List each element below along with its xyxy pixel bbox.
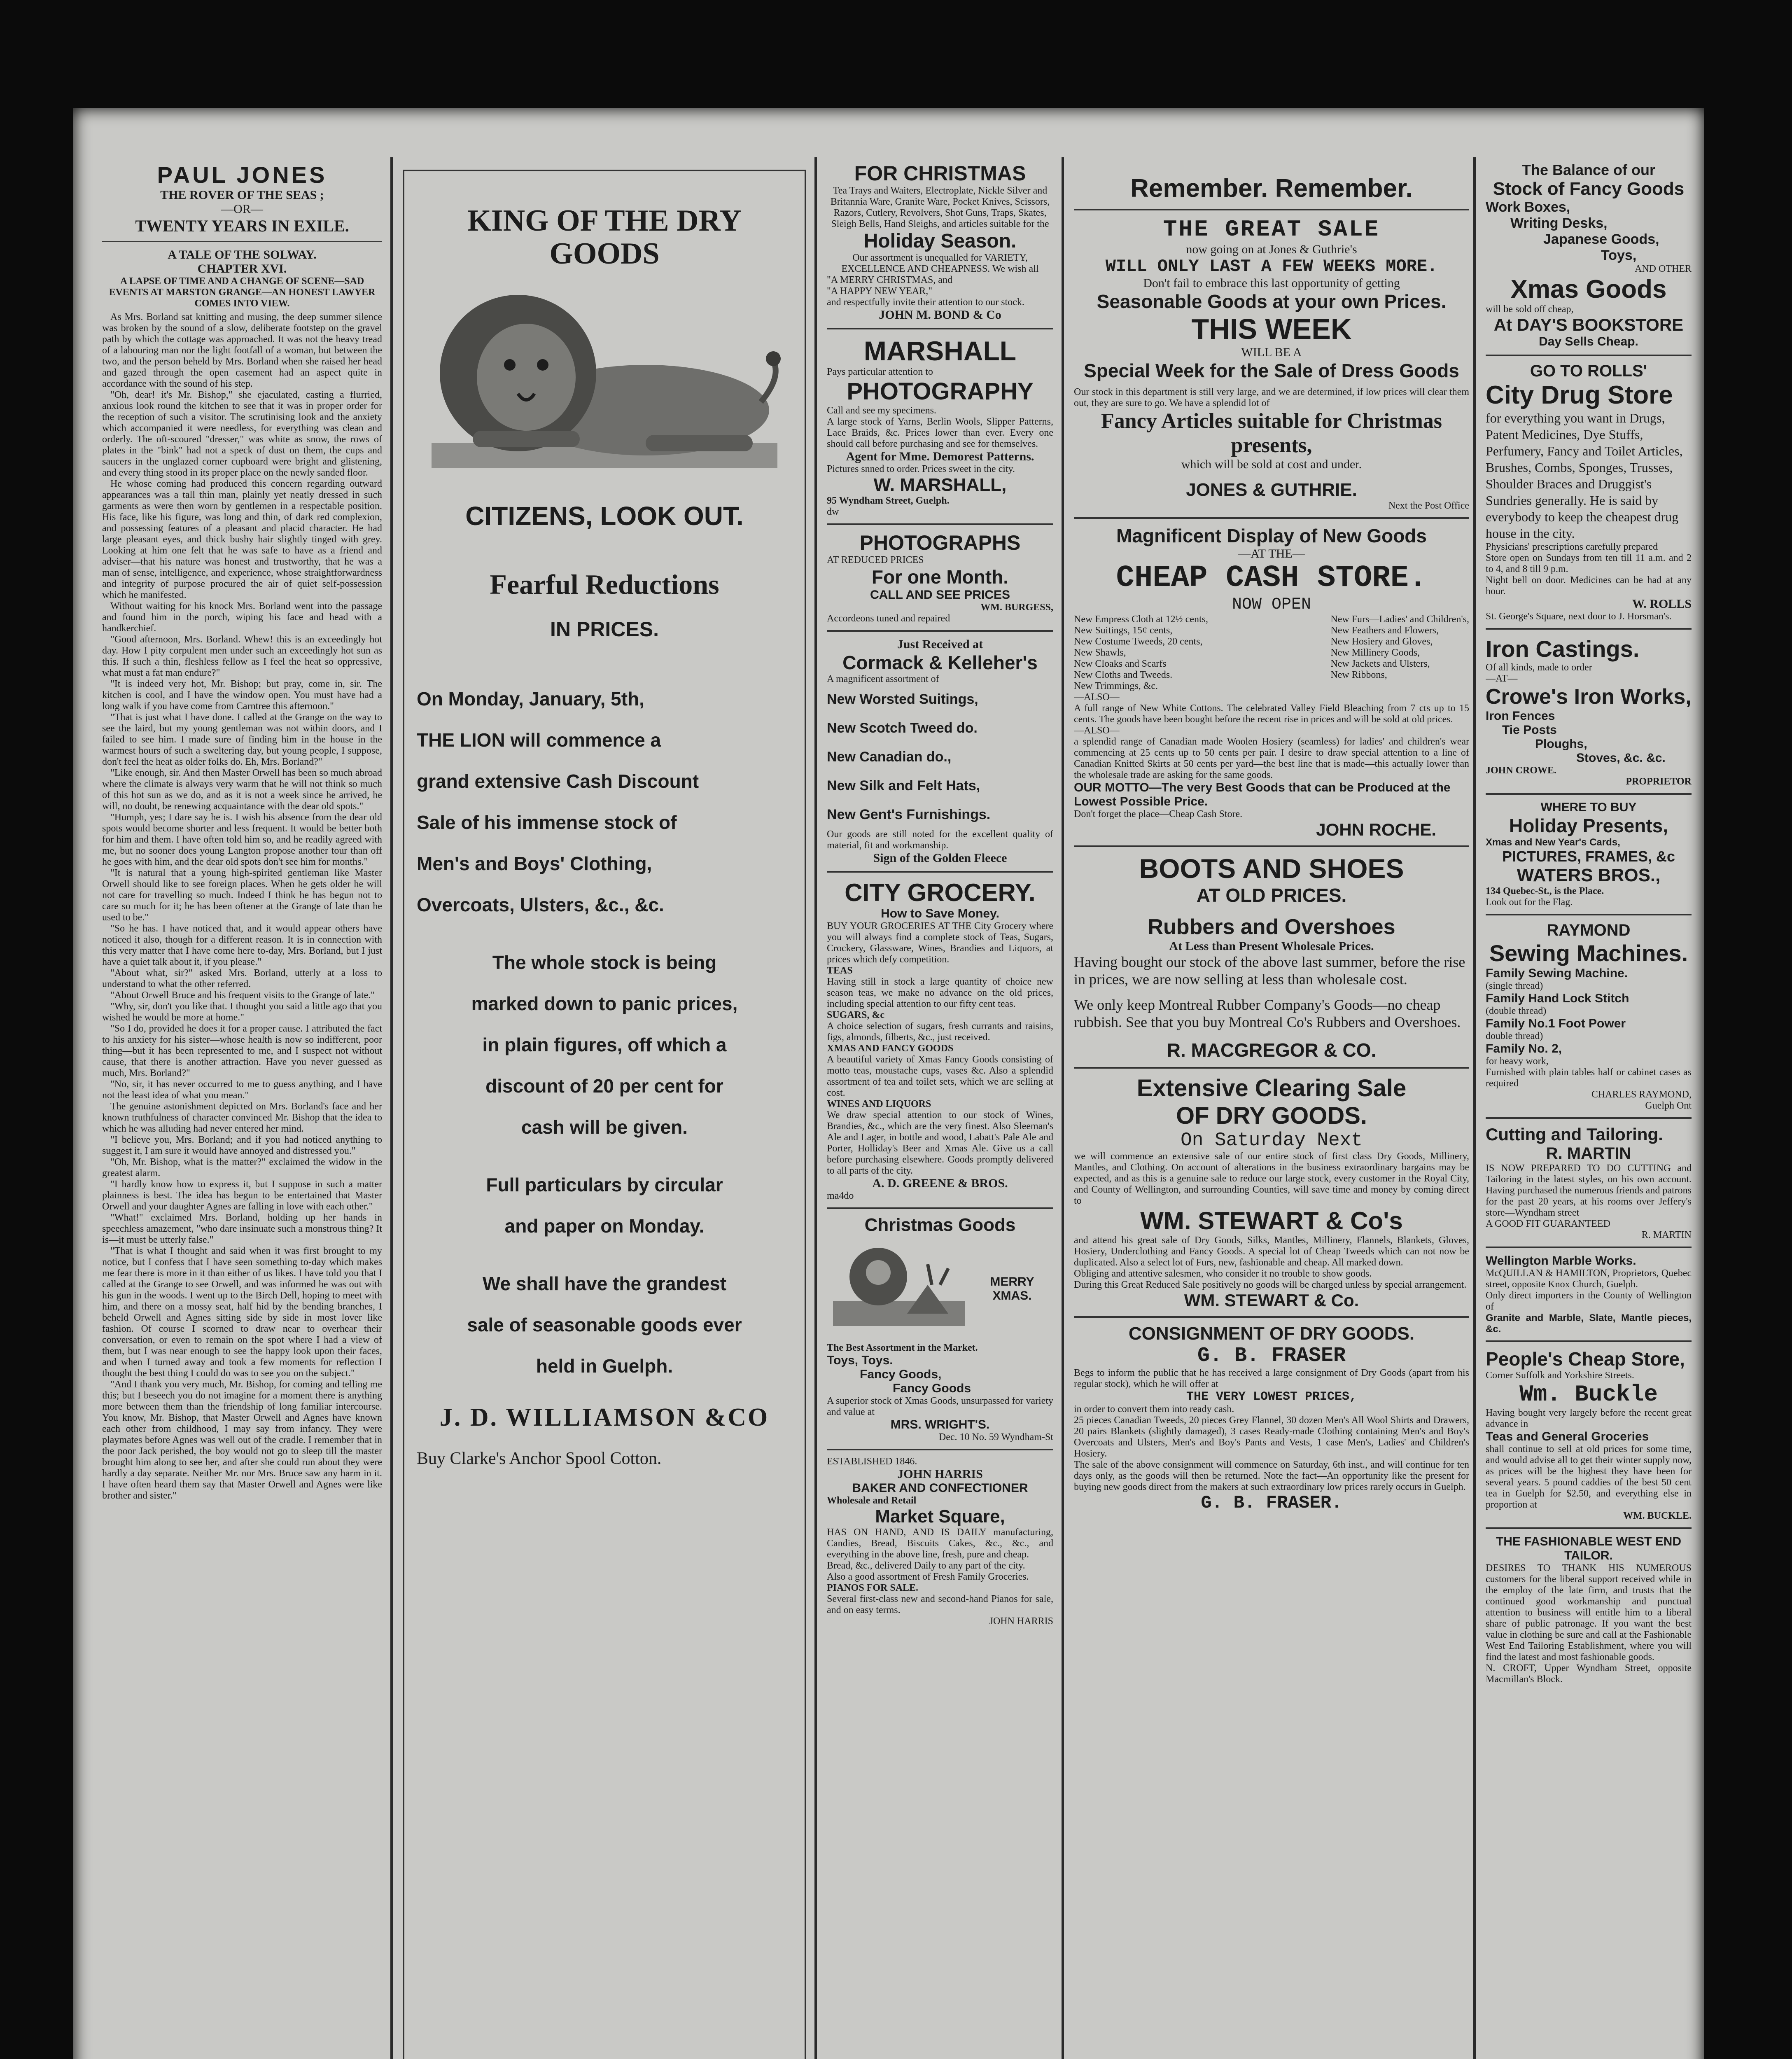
discount-line: in plain figures, off which a <box>482 1034 727 1055</box>
grandest-line: sale of seasonable goods ever <box>467 1314 742 1335</box>
announcement-line: On Monday, January, 5th, <box>417 688 644 710</box>
teas-groceries: Teas and General Groceries <box>1486 1430 1649 1443</box>
new-good-right: New Ribbons, <box>1330 670 1387 680</box>
divider <box>1486 793 1692 795</box>
story-paragraph: "Humph, yes; I dare say he is. I wish his absence from the dear old spots would become shorter and less frequent. It would be better both for him and them. I have often told him so, and he readily agreed with me, but no sooner does young Langton propose another tour than off he goes with him, and the dear old spots don't see him for months." <box>102 812 382 867</box>
how-to-save: How to Save Money. <box>881 907 999 920</box>
story-paragraph: "What!" exclaimed Mrs. Borland, holding up her hands in speechless amazement, "who dare insinuate such a monstrous thing? It is—it must be utterly false." <box>102 1212 382 1245</box>
divider <box>827 328 1053 329</box>
city-grocery-heading: CITY GROCERY. <box>845 879 1036 906</box>
announcement-line: Sale of his immense stock of <box>417 812 677 833</box>
ads-column-5 <box>1486 161 1692 2059</box>
divider <box>1074 517 1469 519</box>
next-post-office: Next the Post Office <box>1388 500 1469 511</box>
waters-bros: WATERS BROS., <box>1517 865 1661 885</box>
divider <box>1486 355 1692 356</box>
story-paragraph: "I hardly know how to express it, but I suppose in such a matter plainness is best. The idea has begun to be entertained that Master Orwell and your daughter Agnes are falling in love with each other." <box>102 1179 382 1212</box>
now-going-on: now going on at Jones & Guthrie's <box>1186 243 1357 256</box>
splendid-range: a splendid range of Canadian made Woolen Hosiery (seamless) for ladies' and children's wear commencing at 25 cents up to 50 cents per pair. I desire to draw special attention to a line of Canadian Knitted Skirts at 50 cents per yard—the best line that is made—this actually lower than the wholesale trade are asking for the same goods. <box>1074 736 1469 780</box>
cutting-tailoring: Cutting and Tailoring. <box>1486 1125 1663 1144</box>
fancy-articles: Fancy Articles suitable for Christmas presents, <box>1101 409 1442 457</box>
new-good-left: New Costume Tweeds, 20 cents, <box>1074 636 1203 647</box>
xmas-label: XMAS. <box>992 1289 1032 1303</box>
xmas-fancy-heading: XMAS AND FANCY GOODS <box>827 1043 954 1054</box>
marshall-signature: W. MARSHALL, <box>873 475 1007 495</box>
marshall-pays: Pays particular attention to <box>827 367 933 377</box>
happy-text: "A HAPPY NEW YEAR," <box>827 286 933 296</box>
ploughs: Ploughs, <box>1535 737 1587 751</box>
quebec-st: 134 Quebec-St., is the Place. <box>1486 886 1604 896</box>
will-be: WILL BE A <box>1241 346 1302 359</box>
marshall-code: dw <box>827 507 839 517</box>
xmas-goods: Xmas Goods <box>1510 275 1667 303</box>
announcement-line: THE LION will commence a <box>417 729 661 751</box>
full-range: A full range of New White Cottons. The celebrated Valley Field Bleaching from 7 cts up to 15 cents. The goods have been bought before the recent rise in prices and will be sold at old prices. <box>1074 703 1469 725</box>
charles-raymond: CHARLES RAYMOND, <box>1591 1089 1692 1100</box>
martin-heading: R. MARTIN <box>1546 1144 1631 1163</box>
divider <box>827 1449 1053 1450</box>
and-other: AND OTHER <box>1635 264 1692 274</box>
cormack-goods-list <box>827 685 1053 829</box>
divider <box>1074 845 1469 847</box>
advert-masthead: KING OF THE DRY GOODS <box>467 204 742 271</box>
santa-block <box>827 1235 1053 1342</box>
story-paragraph: "About what, sir?" asked Mrs. Borland, utterly at a loss to understand to what the other referred. <box>102 968 382 990</box>
which-sold: which will be sold at cost and under. <box>1181 458 1362 471</box>
harris-name: JOHN HARRIS <box>897 1467 983 1481</box>
work-boxes: Work Boxes, <box>1486 199 1570 215</box>
story-column <box>102 161 382 2059</box>
our-motto: OUR MOTTO—The very Best Goods that can be Produced at the Lowest Possible Price. <box>1074 781 1451 808</box>
teas-body-5: shall continue to sell at old prices for some time, and would advise all to get their winter supply now, as prices will be the highest they have been for several years. 5 pound caddies of the best 50 cent tea in Guelph for $2.50, and everything else in proportion at <box>1486 1444 1692 1510</box>
new-good-right: New Millinery Goods, <box>1330 647 1420 658</box>
story-paragraph: "And I thank you very much, Mr. Bishop, for coming and telling me this; but I beseech you do not imagine for a moment there is anything more between them than the friendship of long familiar intercourse. You know, Mr. Bishop, that Master Orwell and Agnes have known each other from childhood, I may say from infancy. They were playmates before Agnes was well out of the cradle. I remember that in the poor Jack perished, the boy would not go to sleep till the master brought him along to see her, and after she could run about they were hardly a day separate. Neither Mr. nor Mrs. Bruce saw any harm in it. I have often heard them say that Master Orwell and Agnes were like brother and sister." <box>102 1379 382 1501</box>
roche-signature: JOHN ROCHE. <box>1316 820 1436 839</box>
seasonable-goods: Seasonable Goods at your own Prices. <box>1097 291 1447 312</box>
look-out-flag: Look out for the Flag. <box>1486 897 1573 908</box>
chapter-heading: CHAPTER XVI. <box>197 262 287 275</box>
wrights-body: A superior stock of Xmas Goods, unsurpassed for variety and value at <box>827 1396 1053 1417</box>
lowest-prices: THE VERY LOWEST PRICES, <box>1186 1390 1357 1404</box>
fearful-heading: Fearful Reductions <box>490 569 719 600</box>
martin-body: IS NOW PREPARED TO DO CUTTING and Tailoring in the latest styles, on his own account. Having purchased the numerous friends and patrons for the past 20 years, at his rooms over Jeffery's store—Wyndham street <box>1486 1163 1692 1218</box>
sugars-heading: SUGARS, &c <box>827 1010 885 1020</box>
respect-text: and respectfully invite their attention to our stock. <box>827 297 1024 308</box>
column-rule <box>390 157 393 2059</box>
story-paragraph: "Good afternoon, Mrs. Borland. Whew! this is an exceedingly hot day. How I pity corpulent men under such an exceedingly hot sun as this. If such a thin, fleshless fellow as I feel the heat so oppressive, what must a fat man endure?" <box>102 634 382 678</box>
mcquillan: McQUILLAN & HAMILTON, Proprietors, Quebec street, opposite Knox Church, Guelph. <box>1486 1268 1692 1290</box>
peoples-cheap-store: People's Cheap Store, <box>1486 1348 1685 1370</box>
croft-signature: N. CROFT, Upper Wyndham Street, opposite Macmillan's Block. <box>1486 1663 1692 1685</box>
physicians-prescriptions: Physicians' prescriptions carefully prepared <box>1486 542 1658 552</box>
discount-line: marked down to panic prices, <box>471 993 738 1014</box>
story-paragraph: "That is just what I have done. I called at the Grange on the way to see the laird, but my young gentleman was not within doors, and I failed to see him. I made sure of finding him in the house in the warmest hours of such a sweltering day, but young people, I suppose, don't feel the heat as older folks do. Eh, Mrs. Borland?" <box>102 712 382 767</box>
story-paragraph: "So I do, provided he does it for a proper cause. I attributed the fact to his anxiety for his sister—whose health is now so indifferent, poor thing—but it has been represented to me, and I suspect not without cause, that there is another attraction. Have you never guessed as much, Mrs. Borland?" <box>102 1023 382 1079</box>
marshall-heading: MARSHALL <box>863 336 1017 366</box>
harris-bread: Bread, &c., delivered Daily to any part of the city. <box>827 1560 1025 1571</box>
lion-advert <box>403 170 806 2059</box>
wines-body: We draw special attention to our stock of Wines, Brandies, &c., which are the very finest. Also Sleeman's Ale and Lager, in bottle and wood, Labatt's Pale Ale and Porter, Holliday's Beer and Xmas Ale. Give us a call before purchasing elsewhere. Goods promptly delivered to all parts of the city. <box>827 1110 1053 1176</box>
remember-heading: Remember. Remember. <box>1130 174 1413 203</box>
best-assortment: The Best Assortment in the Market. <box>827 1342 978 1353</box>
macgregor-signature: R. MACGREGOR & CO. <box>1167 1039 1377 1061</box>
wines-heading: WINES AND LIQUORS <box>827 1099 931 1109</box>
new-good-right: New Feathers and Flowers, <box>1330 625 1439 636</box>
market-square: Market Square, <box>875 1506 1005 1527</box>
marshall-agent: Agent for Mme. Demorest Patterns. <box>846 450 1034 463</box>
call-see-prices: CALL AND SEE PRICES <box>870 588 1010 602</box>
our-stock: Our stock in this department is still very large, and we are determined, if low prices will clear them out, they are sure to go. We have a splendid lot of <box>1074 387 1469 409</box>
story-or: —OR— <box>221 202 263 216</box>
new-goods-right <box>1330 614 1469 681</box>
divider <box>102 241 382 242</box>
montreal-rubber: We only keep Montreal Rubber Company's Goods—no cheap rubbish. See that you buy Montreal Co's Rubbers and Overshoes. <box>1074 997 1461 1030</box>
importers: Only direct importers in the County of Wellington of <box>1486 1290 1692 1312</box>
fraser-intro: Begs to inform the public that he has received a large consignment of Dry Goods (apart from his regular stock), which he will offer at <box>1074 1368 1469 1389</box>
bond-signature: JOHN M. BOND & Co <box>879 308 1001 322</box>
story-paragraph: As Mrs. Borland sat knitting and musing, the deep summer silence was broken by the sound of a slow, deliberate footstep on the gravel path by which the cottage was approached. It was not the heavy tread of a labouring man nor the light footfall of a woman, but between the two, and the person beheld by Mrs. Borland when she raised her head and gazed through the open casement had an aspect quite in accordance with the sound of his step. <box>102 312 382 389</box>
story-paragraph: "I believe you, Mrs. Borland; and if you had noticed anything to suggest it, I am sure it would have annoyed and distressed you." <box>102 1135 382 1156</box>
harris-groceries: Also a good assortment of Fresh Family Groceries. <box>827 1571 1029 1582</box>
now-open: NOW OPEN <box>1232 595 1311 614</box>
baker-heading: BAKER AND CONFECTIONER <box>852 1481 1028 1495</box>
particulars-line: and paper on Monday. <box>504 1215 705 1237</box>
discount-line: The whole stock is being <box>492 952 717 973</box>
where-to-buy: WHERE TO BUY <box>1540 801 1637 814</box>
fraser-sale: The sale of the above consignment will commence on Saturday, 6th inst., and will continue for ten days only, as the goods will then be returned. Note the fact—An opportunity like the present for buying new goods direct from the makers at such extraordinary low prices rarely occurs in Guelph. <box>1074 1459 1469 1492</box>
boots-shoes-heading: BOOTS AND SHOES <box>1139 853 1404 884</box>
column-rule <box>814 157 817 2059</box>
also-2: —ALSO— <box>1074 725 1120 736</box>
cormack-good: New Worsted Suitings, <box>827 691 978 707</box>
divider <box>1486 1117 1692 1119</box>
pianos-heading: PIANOS FOR SALE. <box>827 1583 919 1593</box>
grandest-line: held in Guelph. <box>536 1355 673 1377</box>
ads-column-4 <box>1074 161 1469 2059</box>
column-rule <box>1062 157 1064 2059</box>
story-subtitle: THE ROVER OF THE SEAS ; <box>160 188 324 202</box>
heavy-work: for heavy work, <box>1486 1056 1549 1067</box>
martin-signature: R. MARTIN <box>1641 1230 1692 1240</box>
new-goods-left <box>1074 614 1208 681</box>
stewart-heading: WM. STEWART & Co's <box>1140 1207 1403 1235</box>
story-paragraph: The genuine astonishment depicted on Mrs. Borland's face and her known truthfulness of character convinced Mr. Bishop that the idea to which he was alluding had never entered her mind. <box>102 1101 382 1134</box>
also-1: —ALSO— <box>1074 692 1120 703</box>
cormack-good: New Gent's Furnishings. <box>827 807 991 822</box>
new-goods-lists <box>1074 614 1469 681</box>
granite-marble: Granite and Marble, Slate, Mantle pieces, &c. <box>1486 1312 1692 1335</box>
story-tagline: A TALE OF THE SOLWAY. <box>168 248 317 261</box>
one-month: For one Month. <box>871 566 1009 588</box>
story-body <box>102 312 382 1501</box>
fraser-heading: G. B. FRASER <box>1197 1344 1346 1368</box>
double-thread-2: double thread) <box>1486 1031 1543 1041</box>
assortment-text: Our assortment is unequalled for VARIETY, EXCELLENCE AND CHEAPNESS. We wish all <box>841 252 1039 274</box>
sewing-machines: Sewing Machines. <box>1489 940 1688 966</box>
story-paragraph: "Oh, dear! it's Mr. Bishop," she ejaculated, casting a flurried, anxious look round the kitchen to see that it was in proper order for the reception of such a visitor. The scrutinising look and the anxiety which accompanied it were needless, for everything was clean and orderly. The oft-scoured "dresser," was white as snow, the rows of plates in the "bink" had not a speck of dust on them, the cups and saucers in the unglazed corner cupboard were bright and glistening, and every thing stood in its proper place on the newly sanded floor. <box>102 390 382 478</box>
divider <box>1486 628 1692 630</box>
west-end-body: DESIRES TO THANK HIS NUMEROUS customers for the liberal support received while in the employ of the late firm, and trusts that the continued good workmanship and punctual attention to business will entitle him to a liberal share of public patronage. If you want the best value in clothing be sure and call at the Fashionable West End Tailoring Establishment, where you will find the latest and most fashionable goods. <box>1486 1563 1692 1662</box>
announcement-line: Overcoats, Ulsters, &c., &c. <box>417 894 664 915</box>
magnificent-display: Magnificent Display of New Goods <box>1116 525 1427 546</box>
reduced-prices: AT REDUCED PRICES <box>827 555 924 565</box>
sugars-body: A choice selection of sugars, fresh currants and raisins, figs, almonds, filberts, &c., just received. <box>827 1021 1053 1043</box>
christmas-heading: FOR CHRISTMAS <box>854 162 1026 185</box>
go-to-rolls: GO TO ROLLS' <box>1530 362 1647 380</box>
discount-paragraph <box>417 942 792 1148</box>
harris-body: HAS ON HAND, AND IS DAILY manufacturing, Candies, Bread, Biscuits Cakes, &c., &c., and everything in the above line, fresh, pure and cheap. <box>827 1527 1053 1560</box>
fraser-pieces: 25 pieces Canadian Tweeds, 20 pieces Grey Flannel, 30 dozen Men's All Wool Shirts and Drawers, 20 pairs Blankets (slightly damaged), 3 cases Ready-made Clothing containing Men's and Boy's Overcoats and Ulsters, Men's and Boy's Pants and Vests, 1 case Men's, Ladies' and Children's Hosiery. <box>1074 1415 1469 1459</box>
writing-desks: Writing Desks, <box>1510 215 1608 231</box>
family-3: Family No.1 Foot Power <box>1486 1017 1626 1030</box>
wrights-signature: MRS. WRIGHT'S. <box>890 1418 990 1431</box>
story-paragraph: He whose coming had produced this concern regarding outward appearances was a tall thin man, plainly yet neatly dressed in such garments as were then worn by gentlemen in a respectable position. His face, like his figure, was long and thin, of dark red complexion, and possessing features of a pleasant and placid character. He had large pleasant eyes, and thick bushy hair slightly tinged with grey. Looking at him one felt that he was safe to have as a friend and adviser—that his nature was honest and trustworthy, that he was a man of sense, intelligence, and experience, whose straightforwardness and integrity of purpose procured the air of quiet self-possession which he manifested. <box>102 479 382 600</box>
wrights-address: Dec. 10 No. 59 Wyndham-St <box>938 1432 1053 1443</box>
all-kinds: Of all kinds, made to order <box>1486 662 1592 673</box>
drug-body: for everything you want in Drugs, Patent Medicines, Dye Stuffs, Perfumery, Fancy and Toilet Articles, Brushes, Combs, Sponges, Trusses, Shoulder Braces and Druggist's Sundries generally. He is said by everybody to keep the cheapest drug house in the city. <box>1486 411 1683 541</box>
tailor-heading: TAILOR. <box>1564 1549 1613 1562</box>
new-years-cards: Xmas and New Year's Cards, <box>1486 837 1620 848</box>
stewart-body: and attend his great sale of Dry Goods, Silks, Mantles, Millinery, Flannels, Blankets, Gloves, Hosiery, Underclothing and Fancy Goods. A special lot of Cheap Tweeds which can not now be duplicated. Also a select lot of Furs, new, fashionable and cheap. All marked down. <box>1074 1235 1469 1268</box>
teas-heading: TEAS <box>827 965 853 976</box>
cormack-intro: A magnificent assortment of <box>827 674 939 684</box>
story-paragraph: Without waiting for his knock Mrs. Borland went into the passage and found him in the porch, wiping his face and head with a handkerchief. <box>102 601 382 634</box>
proprietor: PROPRIETOR <box>1626 776 1692 787</box>
citizens-heading: CITIZENS, LOOK OUT. <box>465 501 744 531</box>
guelph-ont: Guelph Ont <box>1645 1100 1692 1111</box>
dont-forget: Don't forget the place—Cheap Cash Store. <box>1074 809 1243 819</box>
family-1: Family Sewing Machine. <box>1486 966 1628 980</box>
last-weeks: WILL ONLY LAST A FEW WEEKS MORE. <box>1105 257 1438 276</box>
holiday-presents: Holiday Presents, <box>1509 815 1668 836</box>
new-good-left: New Cloths and Tweeds. <box>1074 670 1173 680</box>
photographs-heading: PHOTOGRAPHS <box>859 531 1021 554</box>
old-prices: AT OLD PRICES. <box>1196 885 1347 906</box>
family-4: Family No. 2, <box>1486 1042 1562 1055</box>
crowes-iron-works: Crowe's Iron Works, <box>1486 685 1692 709</box>
accordeons-note: Accordeons tuned and repaired <box>827 613 950 624</box>
fancy-goods-2: Fancy Goods <box>893 1382 971 1395</box>
xmas-fancy-body: A beautiful variety of Xmas Fancy Goods consisting of motto teas, moustache cups, vases &c. Also a splendid assortment of tea and toilet sets, which we are selling at cost. <box>827 1054 1053 1098</box>
divider <box>1074 1067 1469 1069</box>
divider <box>1486 1247 1692 1248</box>
divider <box>827 871 1053 873</box>
iron-castings: Iron Castings. <box>1486 636 1640 662</box>
corner-streets: Corner Suffolk and Yorkshire Streets. <box>1486 1370 1634 1381</box>
announcement-line: grand extensive Cash Discount <box>417 770 699 792</box>
divider <box>827 630 1053 632</box>
fancy-goods-1: Fancy Goods, <box>860 1368 942 1381</box>
lion-illustration <box>423 278 786 476</box>
divider <box>1074 1316 1469 1318</box>
story-paragraph: "Why, sir, don't you like that. I thought you said a little ago that you wished he would be more at home." <box>102 1001 382 1023</box>
furnished: Furnished with plain tables half or cabinet cases as required <box>1486 1067 1692 1089</box>
advert-signature: J. D. WILLIAMSON &CO <box>439 1403 770 1431</box>
story-paragraph: "No, sir, it has never occurred to me to guess anything, and I have not the least idea of what you mean." <box>102 1079 382 1101</box>
story-paragraph: "It is natural that a young high-spirited gentleman like Master Orwell should like to see foreign places. When he gets older he will not care for travelling so much. Indeed I think he has begun not to care so much for it; he has been oftener at the Grange of late than he used to be." <box>102 868 382 923</box>
cormack-good: New Scotch Tweed do. <box>827 720 978 736</box>
family-2: Family Hand Lock Stitch <box>1486 992 1629 1005</box>
grandest-line: We shall have the grandest <box>482 1273 727 1294</box>
john-crowe: JOHN CROWE. <box>1486 765 1557 776</box>
story-paragraph: "It is indeed very hot, Mr. Bishop; but pray, come in, sir. The kitchen is cool, and I have the window open. You must have had a long walk if you have come from Carntree this afternoon." <box>102 679 382 712</box>
story-paragraph: "So he has. I have noticed that, and it would appear others have noticed it also, though for a different reason. It is in connection with this very matter that I have come here to-day, Mrs. Borland, but I just have a quiet talk about it, if you please." <box>102 923 382 967</box>
newspaper-page <box>73 108 1704 2059</box>
grandest-sale-paragraph <box>417 1263 792 1387</box>
good-fit: A GOOD FIT GUARANTEED <box>1486 1219 1610 1229</box>
story-paragraph: "Oh, Mr. Bishop, what is the matter?" exclaimed the widow in the greatest alarm. <box>102 1157 382 1179</box>
burgess-signature: WM. BURGESS, <box>980 602 1053 613</box>
of-dry-goods: OF DRY GOODS. <box>1176 1102 1367 1129</box>
buckle-heading: Wm. Buckle <box>1519 1381 1658 1408</box>
new-good-left: New Shawls, <box>1074 647 1126 658</box>
cheap-cash-store: CHEAP CASH STORE. <box>1116 561 1427 595</box>
dont-fail: Don't fail to embrace this last opportunity of getting <box>1143 276 1400 290</box>
chapter-summary: A LAPSE OF TIME AND A CHANGE OF SCENE—SAD EVENTS AT MARSTON GRANGE—AN HONEST LAWYER COMES INTO VIEW. <box>109 276 376 309</box>
discount-line: cash will be given. <box>521 1116 688 1138</box>
day-sells-cheap: Day Sells Cheap. <box>1539 335 1638 348</box>
sold-cheap: will be sold off cheap, <box>1486 304 1574 315</box>
balance-heading: The Balance of our <box>1521 161 1656 178</box>
teas-body: Having still in stock a large quantity of choice new season teas, we make no advance on the old prices, including special attention to our fifty cent teas. <box>827 976 1053 1009</box>
discount-line: discount of 20 per cent for <box>485 1075 723 1097</box>
story-paragraph: "Like enough, sir. And then Master Orwell has been so much abroad where the climate is always very warm that he will not think so much of this hot sun as we do, and as it is not a week since he arrived, he will, no doubt, be renewing acquaintance with the dear old spots." <box>102 768 382 812</box>
iron-fences: Iron Fences <box>1486 709 1555 723</box>
night-bell: Night bell on door. Medicines can be had at any hour. <box>1486 575 1692 597</box>
fraser-signature: G. B. FRASER. <box>1201 1493 1342 1513</box>
wm-buckle: WM. BUCKLE. <box>1623 1510 1692 1521</box>
golden-fleece: Sign of the Golden Fleece <box>873 851 1007 865</box>
new-good-right: New Hosiery and Gloves, <box>1330 636 1433 647</box>
story-paragraph: "That is what I thought and said when it was first brought to my notice, but I confess that I have seen something to-day which makes me fear there is more in it than either of us likes. I have told you that I called at the Grange to see Orwell, and was informed he was out with his gun in the woods. I went up to the Birch Dell, hoping to meet with him, and there on a mossy seat, half hid by the bending branches, I beheld Orwell and Agnes sitting side by side in most lover like fashion. Of course I scorned to draw near to overhear their conversation, or even to remain on the spot where I had a view of them, but I was near enough to see the happy look upon their faces, and when I turned away and took a few moments for reflection I thought the best thing I could do was to see you on the subject." <box>102 1246 382 1379</box>
announcement-paragraph <box>417 678 792 925</box>
single-thread: (single thread) <box>1486 980 1543 991</box>
story-title-2: TWENTY YEARS IN EXILE. <box>135 217 349 235</box>
merry-text: "A MERRY CHRISTMAS, and <box>827 275 952 285</box>
announcement-line: Men's and Boys' Clothing, <box>417 853 652 874</box>
divider <box>1486 1340 1692 1342</box>
stewart-intro: we will commence an extensive sale of our entire stock of first class Dry Goods, Millinery, Mantles, and Clothing. On account of alterations in the business extraordinary bargains may be expected, and as this is a genuine sale to reduce our large stock, every customer in the Royal City, and County of Wellington, and surrounding Counties, will save time and money by coming direct to <box>1074 1151 1469 1206</box>
divider <box>1074 209 1469 210</box>
stewart-during: During this Great Reduced Sale positively no goods will be charged unless by special arrangement. <box>1074 1279 1467 1290</box>
toys-label-5: Toys, <box>1601 247 1637 263</box>
buckle-body: Having bought very largely before the recent great advance in <box>1486 1408 1692 1429</box>
marshall-address: 95 Wyndham Street, Guelph. <box>827 495 950 506</box>
rolls-signature: W. ROLLS <box>1632 597 1692 611</box>
days-bookstore: At DAY'S BOOKSTORE <box>1493 315 1684 334</box>
fraser-order: in order to convert them into ready cash. <box>1074 1404 1234 1415</box>
trimmings: New Trimmings, &c. <box>1074 681 1158 691</box>
photography-heading: PHOTOGRAPHY <box>847 378 1034 405</box>
this-week: THIS WEEK <box>1191 313 1352 345</box>
city-drug-store: City Drug Store <box>1486 381 1673 409</box>
merry-label: MERRY <box>990 1275 1034 1289</box>
saturday-next: On Saturday Next <box>1181 1130 1363 1151</box>
story-title: PAUL JONES <box>157 162 327 188</box>
stewart-obliging: Obliging and attentive salesmen, who consider it no trouble to show goods. <box>1074 1268 1372 1279</box>
divider <box>1486 1527 1692 1529</box>
rubbers-overshoes: Rubbers and Overshoes <box>1148 915 1395 939</box>
pianos-body: Several first-class new and second-hand Pianos for sale, and on easy terms. <box>827 1594 1053 1615</box>
column-rule <box>1473 157 1476 2059</box>
greene-signature: A. D. GREENE & BROS. <box>872 1177 1008 1190</box>
advert-footer: Buy Clarke's Anchor Spool Cotton. <box>417 1449 662 1468</box>
fancy-goods-stock: Stock of Fancy Goods <box>1493 179 1685 199</box>
christmas-body: Tea Trays and Waiters, Electroplate, Nickle Silver and Britannia Ware, Granite Ware, Pocket Knives, Scissors, Razors, Cutlery, Revolvers, Shot Guns, Traps, Skates, Sleigh Bells, Hand Sleighs, and articles suitable for the <box>830 185 1050 229</box>
harris-signature: JOHN HARRIS <box>989 1616 1053 1627</box>
new-good-left: New Cloaks and Scarfs <box>1074 658 1167 669</box>
store-hours: Store open on Sundays from ten till 11 a.m. and 2 to 4, and 8 till 9 p.m. <box>1486 553 1692 574</box>
toys-label: Toys, Toys. <box>827 1354 893 1367</box>
in-prices-heading: IN PRICES. <box>550 618 659 641</box>
divider <box>827 1207 1053 1209</box>
new-good-right: New Jackets and Ulsters, <box>1330 658 1430 669</box>
cormack-note: Our goods are still noted for the excellent quality of material, fit and workmanship. <box>827 829 1053 851</box>
holiday-season: Holiday Season. <box>863 230 1017 252</box>
established: ESTABLISHED 1846. <box>827 1456 917 1467</box>
cormack-heading: Cormack & Kelleher's <box>842 652 1038 673</box>
west-end-heading: THE FASHIONABLE WEST END <box>1496 1535 1681 1548</box>
at-the: —AT THE— <box>1238 547 1305 560</box>
divider <box>827 523 1053 525</box>
stewart-signature: WM. STEWART & Co. <box>1184 1291 1359 1310</box>
wellington-marble: Wellington Marble Works. <box>1486 1254 1636 1268</box>
story-paragraph: "About Orwell Bruce and his frequent visits to the Grange of late." <box>110 990 375 1001</box>
jones-guthrie-signature: JONES & GUTHRIE. <box>1186 480 1357 500</box>
cormack-good: New Silk and Felt Hats, <box>827 778 980 794</box>
special-week: Special Week for the Sale of Dress Goods <box>1084 360 1459 381</box>
greene-code: ma4do <box>827 1191 854 1201</box>
tie-posts: Tie Posts <box>1502 723 1557 737</box>
marshall-pictures: Pictures snned to order. Prices sweet in the city. <box>827 464 1015 474</box>
consignment-heading: CONSIGNMENT OF DRY GOODS. <box>1128 1324 1415 1344</box>
stoves: Stoves, &c. &c. <box>1576 751 1666 765</box>
new-good-left: New Suitings, 15¢ cents, <box>1074 625 1173 636</box>
particulars-paragraph <box>417 1164 792 1247</box>
just-received: Just Received at <box>897 637 983 651</box>
less-than: At Less than Present Wholesale Prices. <box>1169 939 1374 953</box>
grocery-intro: BUY YOUR GROCERIES AT THE City Grocery where you will always find a complete stock of Teas, Sugars, Crockery, Glassware, Wines, Brandies and Liquors, at prices which defy competition. <box>827 921 1053 965</box>
having-bought: Having bought our stock of the above last summer, before the rise in prices, we are now selling at less than wholesale cost. <box>1074 954 1465 987</box>
christmas-goods-heading: Christmas Goods <box>864 1215 1016 1235</box>
cormack-good: New Canadian do., <box>827 749 952 765</box>
wholesale-retail: Wholesale and Retail <box>827 1495 917 1506</box>
japanese-goods: Japanese Goods, <box>1543 231 1659 247</box>
ads-column-3 <box>827 161 1053 2059</box>
raymond-heading: RAYMOND <box>1547 921 1631 939</box>
extensive-clearing: Extensive Clearing Sale <box>1136 1075 1407 1102</box>
at-label: —AT— <box>1486 673 1518 684</box>
great-sale-heading: THE GREAT SALE <box>1163 216 1380 243</box>
marshall-yarns: A large stock of Yarns, Berlin Wools, Slipper Patterns, Lace Braids, &c. Prices lower than ever. Every one should call before purchasing and see for themselves. <box>827 416 1053 449</box>
double-thread: (double thread) <box>1486 1006 1547 1016</box>
pictures-frames: PICTURES, FRAMES, &c <box>1502 848 1675 865</box>
particulars-line: Full particulars by circular <box>486 1174 723 1195</box>
divider <box>1486 914 1692 915</box>
new-good-right: New Furs—Ladies' and Children's, <box>1330 614 1469 625</box>
new-good-left: New Empress Cloth at 12½ cents, <box>1074 614 1208 625</box>
marshall-callsee: Call and see my specimens. <box>827 405 936 416</box>
santa-illustration <box>829 1240 969 1338</box>
rolls-address: St. George's Square, next door to J. Horsman's. <box>1486 611 1672 622</box>
